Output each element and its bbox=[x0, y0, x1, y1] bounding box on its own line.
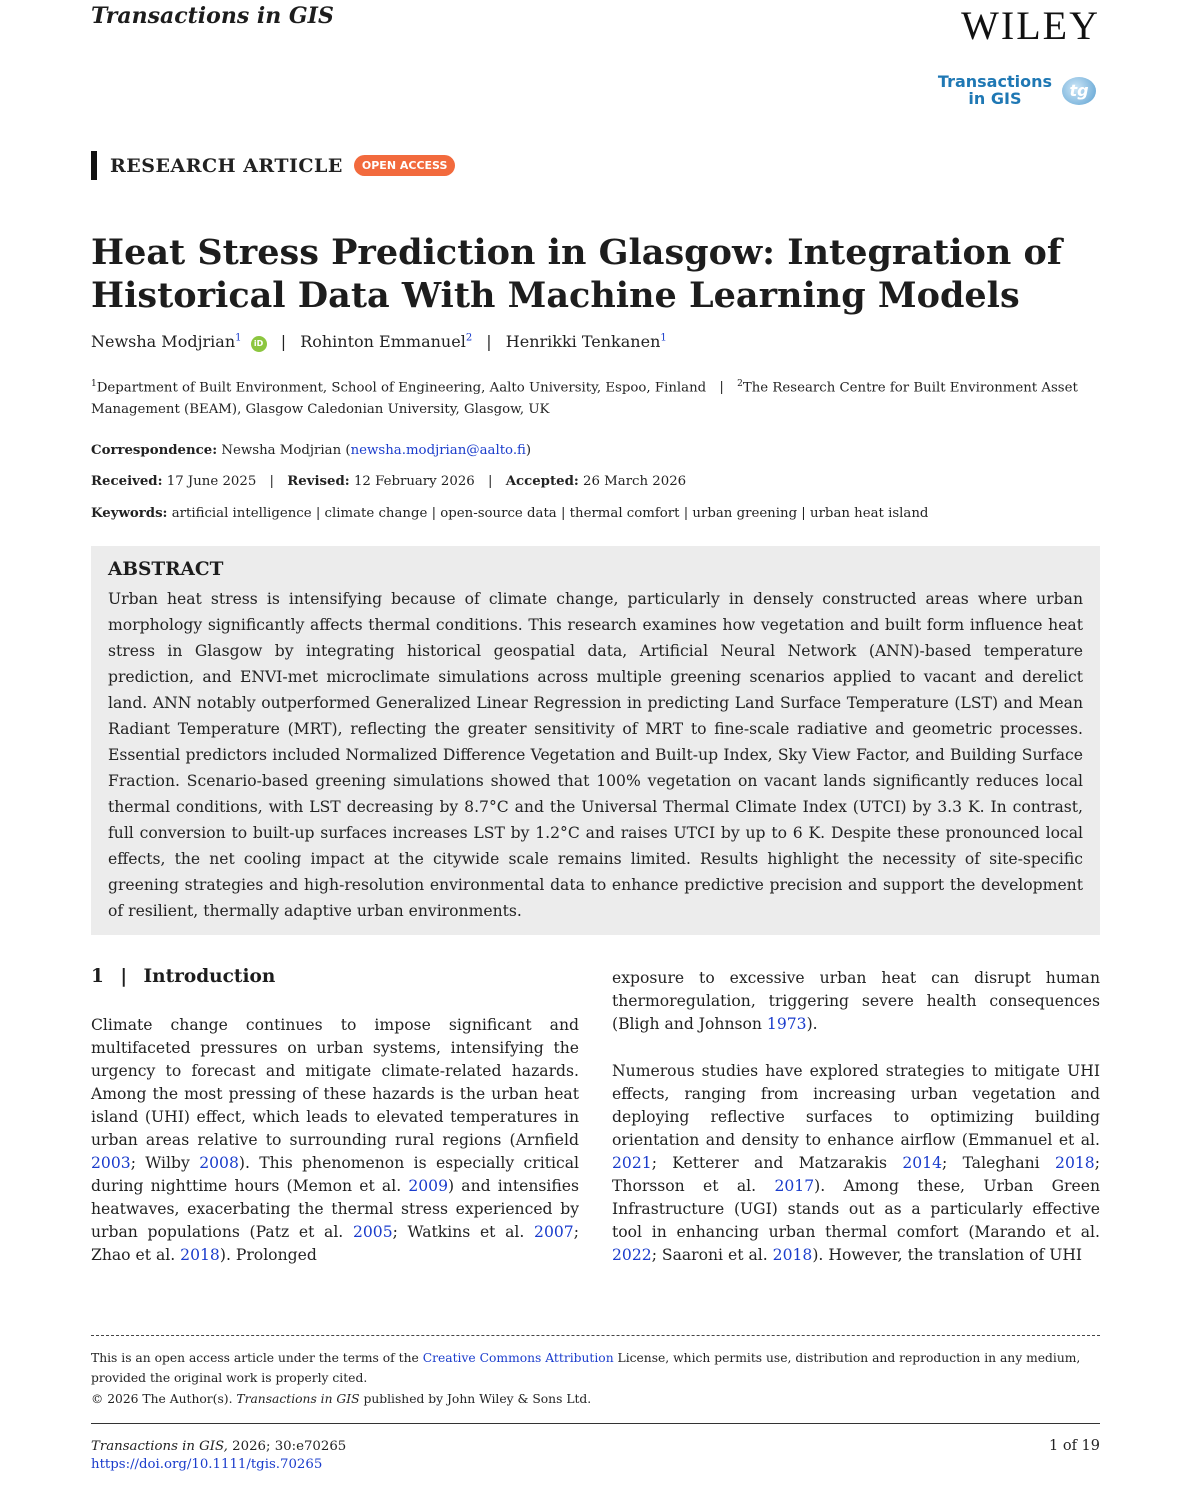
author-name[interactable]: Rohinton Emmanuel bbox=[300, 332, 466, 351]
body-text: exposure to excessive urban heat can disrupt human thermoregulation, triggering severe health consequences (Bligh and Johnson bbox=[612, 969, 1100, 1033]
abstract-text: Urban heat stress is intensifying because of climate change, particularly in densely constructed areas where urban morphology significantly affects thermal conditions. This research examines how vegetation and built form influence heat stress in Glasgow by integrating historical geospatial data, Artificial Neural Network (ANN)-based temperature prediction, and ENVI-met microclimate simulations across multiple greening scenarios applied to vacant and derelict land. ANN notably outperformed Generalized Linear Regression in predicting Land Surface Temperature (LST) and Mean Radiant Temperature (MRT), reflecting the greater sensitivity of MRT to fine-scale radiative and geometric processes. Essential predictors included Normalized Difference Vegetation and Built-up Index, Sky View Factor, and Building Surface Fraction. Scenario-based greening simulations showed that 100% vegetation on vacant lands significantly reduces local thermal conditions, with LST decreasing by 8.7°C and the Universal Thermal Climate Index (UTCI) by 3.3 K. In contrast, full conversion to built-up surfaces increases LST by 1.2°C and raises UTCI by up to 6 K. Despite these pronounced local effects, the net cooling impact at the citywide scale remains limited. Results highlight the necessity of site-specific greening strategies and high-resolution environmental data to enhance predictive precision and support the development of resilient, thermally adaptive urban environments. bbox=[108, 590, 1083, 920]
wiley-logo[interactable]: WILEY bbox=[961, 3, 1100, 48]
body-text: ). bbox=[806, 1015, 818, 1033]
author-affiliation-sup[interactable]: 1 bbox=[235, 332, 242, 344]
open-access-badge: OPEN ACCESS bbox=[354, 155, 456, 176]
license-text-post: License, which permits use, distribution and reproduction in any medium, provided the original work is properly cited. bbox=[91, 1351, 1081, 1385]
body-text: ; Watkins et al. bbox=[392, 1223, 535, 1241]
citation-year-link[interactable]: 2017 bbox=[774, 1177, 815, 1195]
body-text: ). This phenomenon is especially critical during nighttime hours (Memon et al. bbox=[91, 1154, 579, 1195]
bottom-divider bbox=[91, 1423, 1100, 1424]
author-affiliation-sup[interactable]: 1 bbox=[660, 332, 667, 344]
correspondence-name: Newsha Modjrian bbox=[221, 443, 342, 458]
license-link[interactable]: Creative Commons Attribution bbox=[422, 1351, 614, 1365]
body-text: ). However, the translation of UHI bbox=[812, 1246, 1083, 1264]
journal-logo[interactable] bbox=[918, 73, 1098, 111]
citation-year-link[interactable]: 2022 bbox=[612, 1246, 652, 1264]
article-title: Heat Stress Prediction in Glasgow: Integration of Historical Data With Machine Learning Models bbox=[91, 232, 1062, 316]
doi-link[interactable]: https://doi.org/10.1111/tgis.70265 bbox=[91, 1457, 323, 1472]
citation bbox=[91, 1438, 346, 1474]
affiliation-sup: 2 bbox=[737, 379, 743, 389]
copyright-pre: © 2026 The Author(s). bbox=[91, 1392, 237, 1406]
article-type-bar bbox=[91, 151, 97, 180]
body-text: ; Zhao et al. bbox=[91, 1223, 579, 1264]
body-text: ). Among these, Urban Green Infrastructure (UGI) stands out as a particularly effective tool in enhancing urban thermal comfort (Marando et al. bbox=[612, 1177, 1100, 1241]
citation-year-link[interactable]: 2018 bbox=[1055, 1154, 1095, 1172]
article-type-label: RESEARCH ARTICLE bbox=[110, 154, 343, 177]
journal-logo-badge-icon: tg bbox=[1062, 77, 1096, 105]
keywords-label: Keywords: bbox=[91, 506, 168, 521]
intro-paragraph-2 bbox=[612, 967, 1100, 1036]
citation-volume: 2026; 30:e70265 bbox=[227, 1439, 347, 1454]
keywords-text: artificial intelligence | climate change | open-source data | thermal comfort | urban greening | urban heat island bbox=[171, 506, 929, 521]
correspondence-label: Correspondence: bbox=[91, 443, 218, 458]
citation-year-link[interactable]: 2014 bbox=[902, 1154, 942, 1172]
keywords bbox=[91, 506, 928, 521]
date-separator: | bbox=[269, 474, 275, 489]
section-heading-introduction bbox=[91, 966, 275, 987]
section-title: Introduction bbox=[143, 966, 276, 987]
author-separator: | bbox=[486, 332, 492, 351]
affiliation-separator: | bbox=[719, 380, 724, 396]
author-separator: | bbox=[280, 332, 287, 351]
intro-paragraph-1 bbox=[91, 1014, 579, 1267]
body-text: ; Ketterer and Matzarakis bbox=[651, 1154, 903, 1172]
accepted-date: 26 March 2026 bbox=[583, 474, 687, 489]
abstract-box bbox=[91, 546, 1100, 935]
copyright-journal: Transactions in GIS bbox=[236, 1392, 360, 1406]
revised-date: 12 February 2026 bbox=[353, 474, 475, 489]
author-list bbox=[91, 332, 667, 352]
revised-label: Revised: bbox=[287, 474, 350, 489]
section-number: 1 bbox=[91, 966, 104, 987]
journal-name: Transactions in GIS bbox=[91, 3, 334, 29]
body-text: ; Saaroni et al. bbox=[651, 1246, 773, 1264]
affiliation-1: Department of Built Environment, School of Engineering, Aalto University, Espoo, Finland bbox=[96, 380, 707, 396]
citation-year-link[interactable]: 2018 bbox=[772, 1246, 813, 1264]
citation-year-link[interactable]: 2007 bbox=[534, 1223, 574, 1241]
section-divider: | bbox=[120, 966, 128, 987]
page-number: 1 of 19 bbox=[1049, 1438, 1100, 1454]
affiliations bbox=[91, 373, 1101, 421]
affiliation-sup: 1 bbox=[91, 379, 97, 389]
citation-year-link[interactable]: 2008 bbox=[199, 1154, 239, 1172]
journal-logo-text bbox=[938, 73, 1052, 107]
affiliation-2: The Research Centre for Built Environment Asset Management (BEAM), Glasgow Caledonian University, Glasgow, UK bbox=[91, 380, 1078, 418]
body-text: ; Wilby bbox=[130, 1154, 200, 1172]
received-date: 17 June 2025 bbox=[166, 474, 257, 489]
body-text: ; Thorsson et al. bbox=[612, 1154, 1100, 1195]
license-text-pre: This is an open access article under the terms of the bbox=[91, 1351, 423, 1365]
article-dates bbox=[91, 474, 686, 489]
copyright-notice bbox=[91, 1392, 591, 1406]
body-text: Climate change continues to impose significant and multifaceted pressures on urban systems, intensifying the urgency to forecast and mitigate climate-related hazards. Among the most pressing of these hazards is the urban heat island (UHI) effect, which leads to elevated temperatures in urban areas relative to surrounding rural regions (Arnfield bbox=[91, 1016, 579, 1149]
journal-logo-line2: in GIS bbox=[968, 89, 1022, 108]
journal-logo-line1: Transactions bbox=[937, 72, 1052, 91]
author-affiliation-sup[interactable]: 2 bbox=[465, 332, 473, 344]
date-separator: | bbox=[487, 474, 493, 489]
body-text: ; Taleghani bbox=[942, 1154, 1056, 1172]
citation-journal: Transactions in GIS, bbox=[91, 1439, 228, 1454]
correspondence: Correspondence: Newsha Modjrian (newsha.modjrian@aalto.fi) bbox=[91, 443, 532, 458]
citation-year-link[interactable]: 2018 bbox=[180, 1246, 220, 1264]
citation-year-link[interactable]: 2021 bbox=[612, 1154, 652, 1172]
received-label: Received: bbox=[91, 474, 163, 489]
author-name[interactable]: Newsha Modjrian bbox=[91, 332, 236, 351]
article-type bbox=[91, 151, 455, 180]
citation-year-link[interactable]: 2005 bbox=[352, 1223, 393, 1241]
citation-year-link[interactable]: 2003 bbox=[91, 1154, 131, 1172]
body-text: Numerous studies have explored strategies to mitigate UHI effects, ranging from increasing urban vegetation and deploying reflective surfaces to optimizing building orientation and density to enhance airflow (Emmanuel et al. bbox=[612, 1062, 1100, 1149]
correspondence-email-link[interactable]: newsha.modjrian@aalto.fi bbox=[350, 443, 526, 458]
body-text: ) and intensifies heatwaves, exacerbating the thermal stress experienced by urban populations (Patz et al. bbox=[91, 1177, 579, 1241]
license-notice bbox=[91, 1348, 1100, 1388]
orcid-icon[interactable]: iD bbox=[251, 336, 267, 352]
copyright-post: published by John Wiley & Sons Ltd. bbox=[359, 1392, 592, 1406]
body-text: ). Prolonged bbox=[219, 1246, 317, 1264]
footer-divider bbox=[91, 1335, 1100, 1336]
citation-year-link[interactable]: 2009 bbox=[408, 1177, 449, 1195]
abstract-heading: ABSTRACT bbox=[108, 559, 224, 580]
intro-paragraph-3 bbox=[612, 1060, 1100, 1267]
accepted-label: Accepted: bbox=[505, 474, 579, 489]
author-name[interactable]: Henrikki Tenkanen bbox=[505, 332, 661, 351]
citation-year-link[interactable]: 1973 bbox=[766, 1015, 807, 1033]
